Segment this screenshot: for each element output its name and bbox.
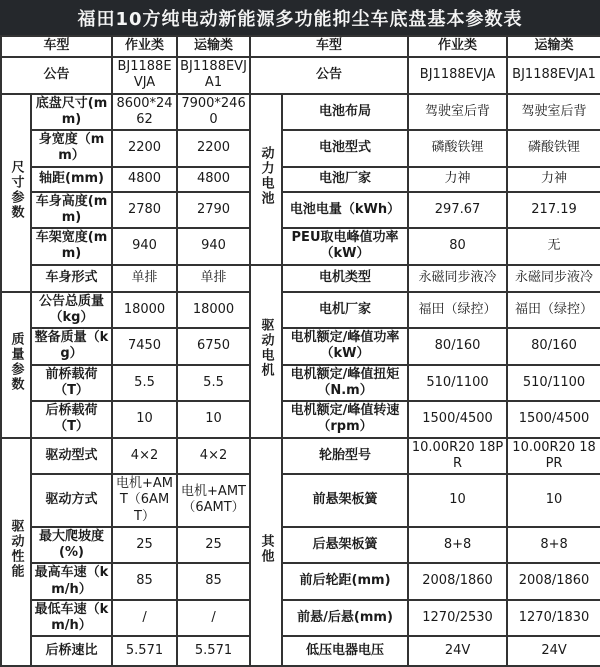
- param-value-transport-right: 无: [507, 228, 600, 265]
- column-header-work-class-left: 作业类: [112, 36, 177, 57]
- table-row: [1, 94, 600, 131]
- param-value-work-right: 福田（绿控）: [408, 292, 507, 329]
- param-value-transport-left: 5.5: [177, 365, 250, 402]
- announcement-row: [1, 57, 600, 94]
- param-value-work-left: 4800: [112, 167, 177, 192]
- param-value-work-right: 8+8: [408, 527, 507, 564]
- param-value-transport-left: 18000: [177, 292, 250, 329]
- param-value-work-left: 单排: [112, 265, 177, 292]
- param-label: 电机厂家: [282, 292, 408, 329]
- param-value-work-right: 2008/1860: [408, 563, 507, 600]
- table-row: [1, 527, 600, 564]
- table-row: [1, 167, 600, 192]
- page-title: 福田10方纯电动新能源多功能抑尘车底盘基本参数表: [0, 0, 600, 35]
- param-label: 后桥载荷（T）: [31, 401, 112, 438]
- param-value-transport-right: 10.00R20 18PR: [507, 438, 600, 475]
- table-row: [1, 365, 600, 402]
- param-value-work-right: 10.00R20 18PR: [408, 438, 507, 475]
- param-label: 前悬架板簧: [282, 474, 408, 527]
- param-value-work-left: 25: [112, 527, 177, 564]
- param-value-transport-right: 80/160: [507, 328, 600, 365]
- param-value-work-right: 80: [408, 228, 507, 265]
- section-label-left: [1, 292, 31, 438]
- param-label: 底盘尺寸(mm): [31, 94, 112, 131]
- announcement-value-work-right: BJ1188EVJA: [408, 57, 507, 94]
- table-row: [1, 438, 600, 475]
- param-value-work-left: 电机+AMT（6AMT）: [112, 474, 177, 527]
- announcement-value-work-left: BJ1188EVJA: [112, 57, 177, 94]
- table-row: [1, 474, 600, 527]
- param-value-transport-left: 7900*2460: [177, 94, 250, 131]
- param-value-work-left: 10: [112, 401, 177, 438]
- param-value-transport-left: 单排: [177, 265, 250, 292]
- param-label: 车身形式: [31, 265, 112, 292]
- param-value-work-left: 7450: [112, 328, 177, 365]
- param-value-transport-left: 5.571: [177, 636, 250, 666]
- param-value-work-left: 18000: [112, 292, 177, 329]
- param-value-transport-left: 2200: [177, 130, 250, 167]
- param-label: 驱动方式: [31, 474, 112, 527]
- table-row: [1, 600, 600, 637]
- param-label: 电池布局: [282, 94, 408, 131]
- param-value-work-left: 5.571: [112, 636, 177, 666]
- param-value-work-right: 力神: [408, 167, 507, 192]
- table-row: [1, 130, 600, 167]
- section-label-right: [250, 438, 282, 667]
- param-label: PEU取电峰值功率（kW）: [282, 228, 408, 265]
- param-value-transport-right: 217.19: [507, 192, 600, 229]
- param-label: 身宽度（mm）: [31, 130, 112, 167]
- spec-table: [0, 35, 600, 667]
- announcement-value-transport-right: BJ1188EVJA1: [507, 57, 600, 94]
- table-row: [1, 563, 600, 600]
- param-label: 电池厂家: [282, 167, 408, 192]
- param-value-transport-right: 510/1100: [507, 365, 600, 402]
- table-row: [1, 636, 600, 666]
- param-value-transport-left: 85: [177, 563, 250, 600]
- param-value-work-right: 510/1100: [408, 365, 507, 402]
- announcement-label-left: 公告: [1, 57, 112, 94]
- section-label-left: [1, 94, 31, 292]
- param-value-transport-right: 磷酸铁锂: [507, 130, 600, 167]
- param-value-transport-right: 1500/4500: [507, 401, 600, 438]
- param-value-transport-right: 驾驶室后背: [507, 94, 600, 131]
- param-label: 前桥载荷（T）: [31, 365, 112, 402]
- param-value-work-right: 1500/4500: [408, 401, 507, 438]
- section-label-right: [250, 265, 282, 438]
- param-label: 车身高度(mm): [31, 192, 112, 229]
- param-value-transport-right: 24V: [507, 636, 600, 666]
- param-label: 电机类型: [282, 265, 408, 292]
- param-value-transport-right: 10: [507, 474, 600, 527]
- param-label: 后桥速比: [31, 636, 112, 666]
- param-label: 前悬/后悬(mm): [282, 600, 408, 637]
- param-value-transport-right: 1270/1830: [507, 600, 600, 637]
- param-value-transport-left: 4800: [177, 167, 250, 192]
- param-label: 驱动型式: [31, 438, 112, 475]
- param-label: 前后轮距(mm): [282, 563, 408, 600]
- param-value-work-left: 85: [112, 563, 177, 600]
- column-header-transport-class-left: 运输类: [177, 36, 250, 57]
- section-label-text: 动力电池: [258, 146, 274, 207]
- param-value-work-right: 24V: [408, 636, 507, 666]
- param-value-work-right: 80/160: [408, 328, 507, 365]
- announcement-label-right: 公告: [250, 57, 408, 94]
- column-header-work-class-right: 作业类: [408, 36, 507, 57]
- param-label: 后悬架板簧: [282, 527, 408, 564]
- param-value-transport-left: 6750: [177, 328, 250, 365]
- param-label: 电机额定/峰值功率（kW）: [282, 328, 408, 365]
- param-label: 电机额定/峰值转速（rpm）: [282, 401, 408, 438]
- section-label-text: 其他: [258, 534, 274, 565]
- param-label: 最高车速（km/h）: [31, 563, 112, 600]
- table-row: [1, 228, 600, 265]
- param-value-work-left: 8600*2462: [112, 94, 177, 131]
- column-header-vehicle-model-right: 车型: [250, 36, 408, 57]
- param-value-transport-left: 电机+AMT（6AMT）: [177, 474, 250, 527]
- section-label-left: [1, 438, 31, 667]
- param-value-transport-left: 25: [177, 527, 250, 564]
- param-label: 低压电器电压: [282, 636, 408, 666]
- param-value-work-left: 5.5: [112, 365, 177, 402]
- param-value-transport-left: 4×2: [177, 438, 250, 475]
- param-label: 整备质量（kg）: [31, 328, 112, 365]
- param-value-transport-left: /: [177, 600, 250, 637]
- param-value-work-left: 4×2: [112, 438, 177, 475]
- announcement-value-transport-left: BJ1188EVJA1: [177, 57, 250, 94]
- param-value-transport-right: 永磁同步液冷: [507, 265, 600, 292]
- param-label: 最大爬坡度(%): [31, 527, 112, 564]
- table-row: [1, 265, 600, 292]
- table-row: [1, 292, 600, 329]
- param-value-work-left: /: [112, 600, 177, 637]
- param-value-work-right: 297.67: [408, 192, 507, 229]
- param-value-work-right: 磷酸铁锂: [408, 130, 507, 167]
- table-row: [1, 328, 600, 365]
- param-label: 轮胎型号: [282, 438, 408, 475]
- param-value-work-right: 永磁同步液冷: [408, 265, 507, 292]
- param-value-transport-right: 力神: [507, 167, 600, 192]
- table-row: [1, 401, 600, 438]
- param-value-transport-left: 10: [177, 401, 250, 438]
- param-value-transport-left: 940: [177, 228, 250, 265]
- param-value-work-left: 940: [112, 228, 177, 265]
- param-value-work-left: 2780: [112, 192, 177, 229]
- section-label-text: 质量参数: [8, 331, 24, 392]
- param-value-work-right: 1270/2530: [408, 600, 507, 637]
- section-label-text: 尺寸参数: [8, 159, 24, 220]
- param-label: 公告总质量（kg）: [31, 292, 112, 329]
- param-value-work-right: 驾驶室后背: [408, 94, 507, 131]
- section-label-text: 驱动性能: [8, 519, 24, 580]
- param-label: 电池型式: [282, 130, 408, 167]
- param-label: 轴距(mm): [31, 167, 112, 192]
- section-label-text: 驱动电机: [258, 318, 274, 379]
- header-row: [1, 36, 600, 57]
- param-value-work-left: 2200: [112, 130, 177, 167]
- param-value-transport-right: 福田（绿控）: [507, 292, 600, 329]
- param-label: 车架宽度(mm): [31, 228, 112, 265]
- column-header-transport-class-right: 运输类: [507, 36, 600, 57]
- param-value-work-right: 10: [408, 474, 507, 527]
- param-label: 最低车速（km/h）: [31, 600, 112, 637]
- column-header-vehicle-model-left: 车型: [1, 36, 112, 57]
- section-label-right: [250, 94, 282, 265]
- param-label: 电机额定/峰值扭矩（N.m）: [282, 365, 408, 402]
- param-value-transport-right: 8+8: [507, 527, 600, 564]
- param-label: 电池电量（kWh）: [282, 192, 408, 229]
- table-row: [1, 192, 600, 229]
- param-value-transport-right: 2008/1860: [507, 563, 600, 600]
- param-value-transport-left: 2790: [177, 192, 250, 229]
